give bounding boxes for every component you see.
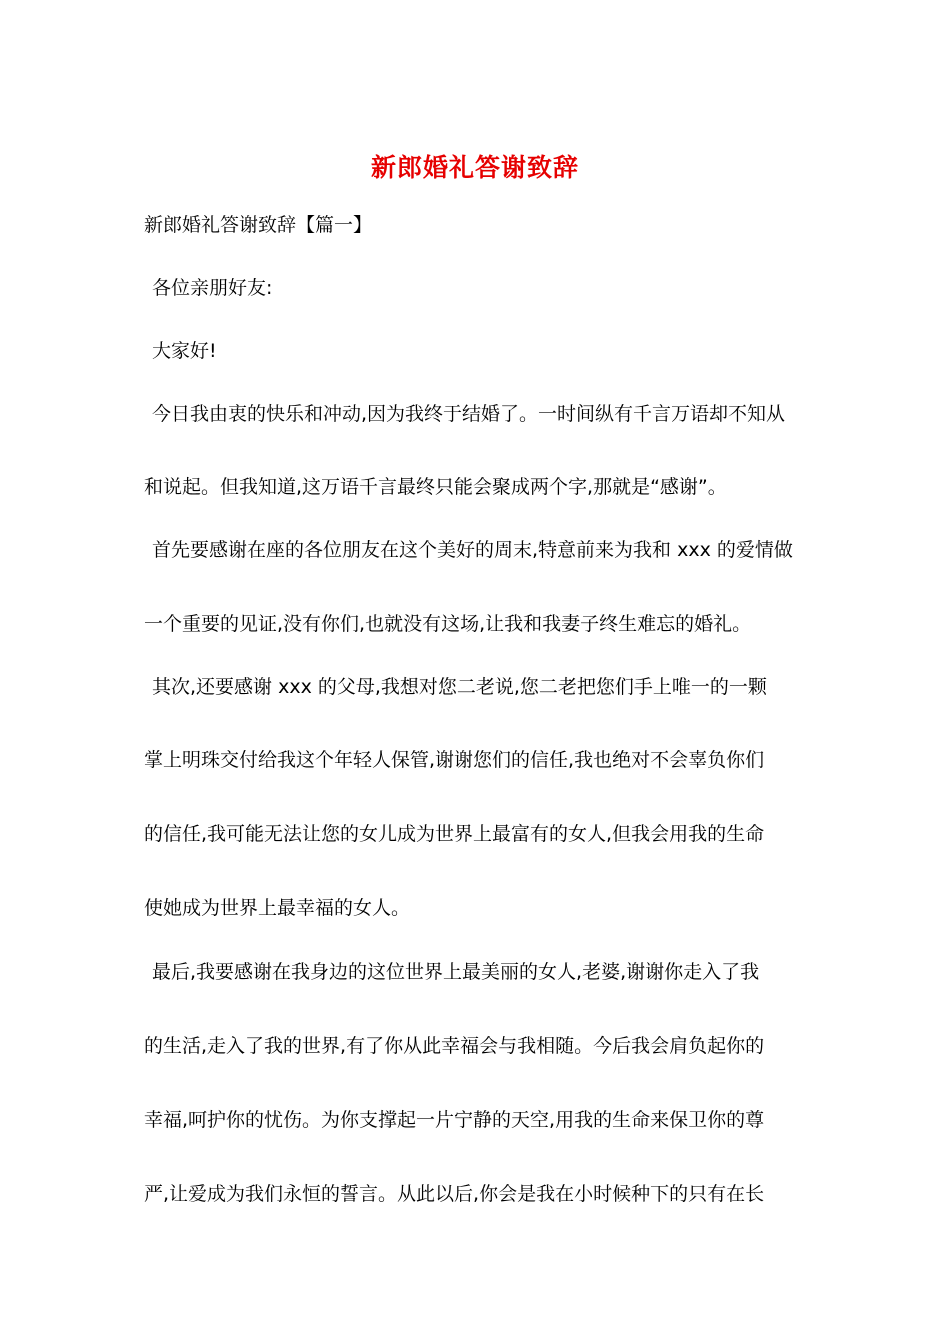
document-title: 新郎婚礼答谢致辞 (370, 153, 579, 182)
greeting-line: 大家好! (152, 340, 217, 362)
paragraph-line: 的生活,走入了我的世界,有了你从此幸福会与我相随。今后我会肩负起你的 (144, 1035, 765, 1057)
paragraph-line: 最后,我要感谢在我身边的这位世界上最美丽的女人,老婆,谢谢你走入了我 (152, 961, 760, 983)
paragraph-line: 的信任,我可能无法让您的女儿成为世界上最富有的女人,但我会用我的生命 (144, 823, 765, 845)
paragraph-line: 幸福,呵护你的忧伤。为你支撑起一片宁静的天空,用我的生命来保卫你的尊 (144, 1109, 765, 1131)
paragraph-line: 首先要感谢在座的各位朋友在这个美好的周末,特意前来为我和 xxx 的爱情做 (152, 539, 793, 561)
section-heading: 新郎婚礼答谢致辞【篇一】 (144, 214, 373, 236)
salutation-line: 各位亲朋好友: (152, 277, 273, 299)
paragraph-line: 掌上明珠交付给我这个年轻人保管,谢谢您们的信任,我也绝对不会辜负你们 (144, 749, 765, 771)
paragraph-line: 使她成为世界上最幸福的女人。 (144, 897, 411, 919)
paragraph-line: 严,让爱成为我们永恒的誓言。从此以后,你会是我在小时候种下的只有在长 (144, 1183, 765, 1205)
paragraph-line: 今日我由衷的快乐和冲动,因为我终于结婚了。一时间纵有千言万语却不知从 (152, 403, 786, 425)
paragraph-line: 其次,还要感谢 xxx 的父母,我想对您二老说,您二老把您们手上唯一的一颗 (152, 676, 767, 698)
paragraph-line: 和说起。但我知道,这万语千言最终只能会聚成两个字,那就是“感谢”。 (144, 476, 727, 498)
paragraph-line: 一个重要的见证,没有你们,也就没有这场,让我和我妻子终生难忘的婚礼。 (144, 613, 752, 635)
